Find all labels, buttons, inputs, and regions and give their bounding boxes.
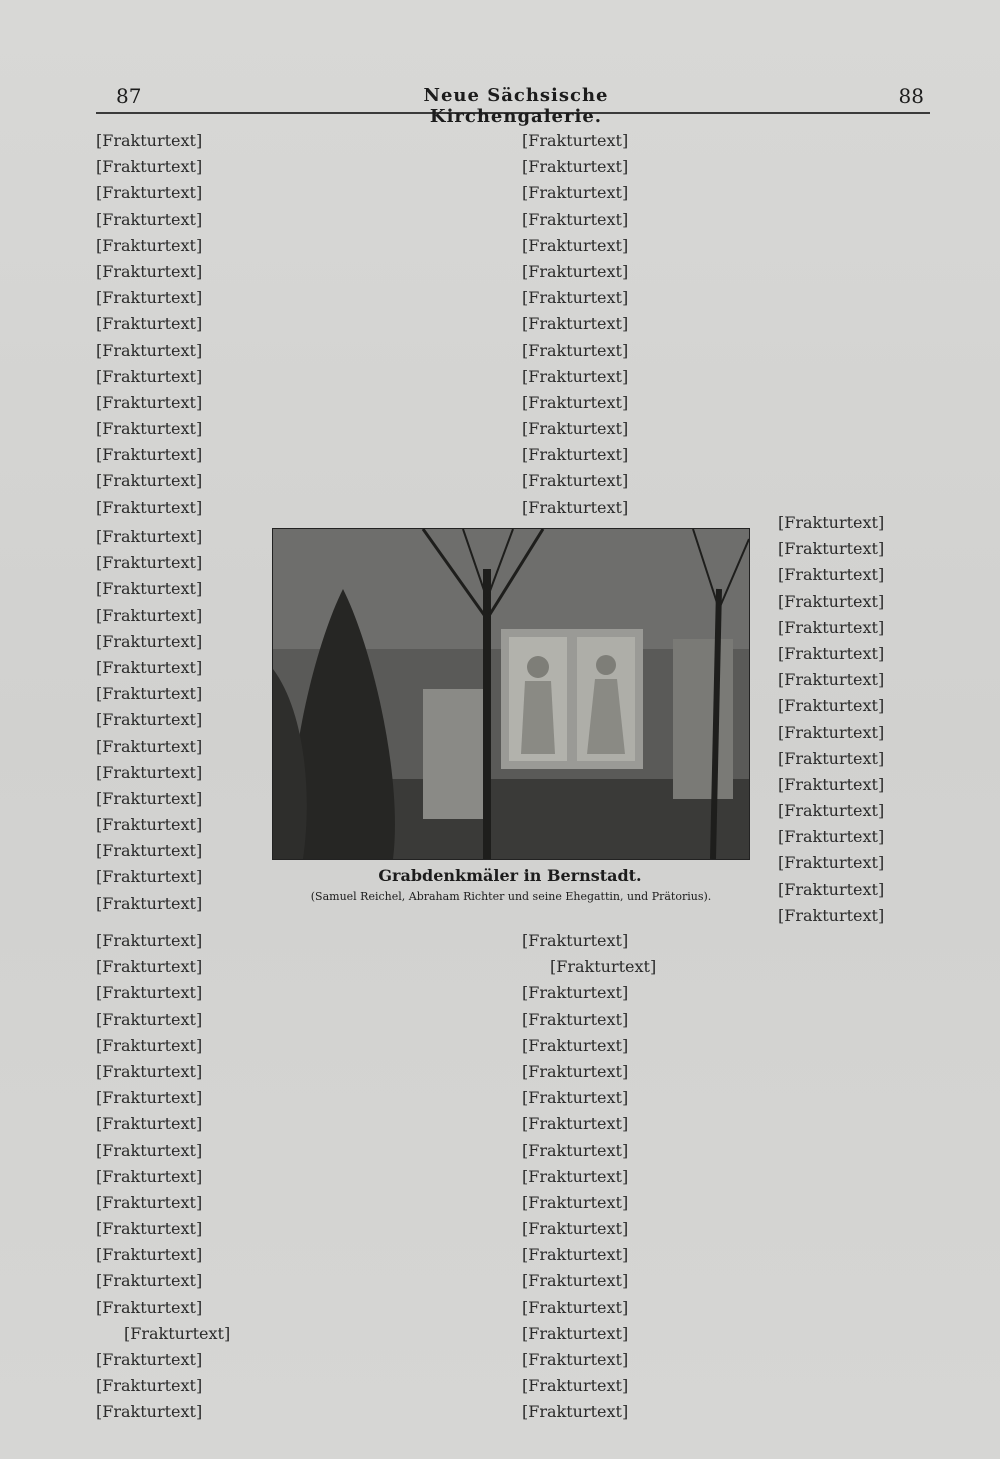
left-column-bottom <box>96 928 498 1426</box>
body-line: [Frakturtext] <box>96 1192 203 1212</box>
body-line: [Frakturtext] <box>522 1402 629 1422</box>
body-line: [Frakturtext] <box>96 419 203 439</box>
body-line: [Frakturtext] <box>522 1088 629 1108</box>
body-line: [Frakturtext] <box>522 1061 629 1081</box>
body-line: [Frakturtext] <box>96 957 203 977</box>
body-line: [Frakturtext] <box>522 983 629 1003</box>
body-line: [Frakturtext] <box>96 1245 203 1265</box>
body-line: [Frakturtext] <box>778 748 885 768</box>
body-line: [Frakturtext] <box>778 565 885 585</box>
body-line: [Frakturtext] <box>96 1009 203 1029</box>
body-line: [Frakturtext] <box>96 657 203 677</box>
body-line: [Frakturtext] <box>778 879 885 899</box>
body-line: [Frakturtext] <box>522 1166 629 1186</box>
body-line: [Frakturtext] <box>96 235 203 255</box>
body-line: [Frakturtext] <box>522 209 629 229</box>
body-line: [Frakturtext] <box>96 471 203 491</box>
body-line: [Frakturtext] <box>522 1035 629 1055</box>
body-line: [Frakturtext] <box>96 527 203 546</box>
body-line: [Frakturtext] <box>778 774 885 794</box>
body-line: [Frakturtext] <box>96 1271 203 1291</box>
body-line: [Frakturtext] <box>778 539 885 559</box>
body-line: [Frakturtext] <box>778 643 885 663</box>
gravestone-photo <box>272 528 750 860</box>
body-line: [Frakturtext] <box>96 893 203 913</box>
body-line: [Frakturtext] <box>778 722 885 742</box>
body-line: [Frakturtext] <box>778 827 885 847</box>
body-line: [Frakturtext] <box>96 1166 203 1186</box>
body-line: [Frakturtext] <box>522 1009 629 1029</box>
body-line: [Frakturtext] <box>522 157 629 177</box>
body-line: [Frakturtext] <box>96 445 203 465</box>
body-line: [Frakturtext] <box>96 710 203 730</box>
body-line: [Frakturtext] <box>96 1114 203 1134</box>
body-line: [Frakturtext] <box>96 841 203 861</box>
body-line: [Frakturtext] <box>96 1350 203 1369</box>
body-line: [Frakturtext] <box>522 497 629 517</box>
body-line: [Frakturtext] <box>96 340 203 360</box>
body-line: [Frakturtext] <box>522 340 629 360</box>
body-line: [Frakturtext] <box>522 314 629 334</box>
body-line: [Frakturtext] <box>522 131 629 150</box>
body-line: [Frakturtext] <box>522 1271 629 1291</box>
body-line: [Frakturtext] <box>96 131 203 150</box>
body-line: [Frakturtext] <box>96 1297 203 1317</box>
left-column-narrow <box>96 524 242 917</box>
body-line: [Frakturtext] <box>522 235 629 255</box>
body-line: [Frakturtext] <box>522 288 629 308</box>
body-line: [Frakturtext] <box>778 801 885 821</box>
body-line: [Frakturtext] <box>522 1140 629 1160</box>
body-line: [Frakturtext] <box>522 183 629 203</box>
body-line: [Frakturtext] <box>96 815 203 835</box>
body-line: [Frakturtext] <box>778 853 885 873</box>
body-line: [Frakturtext] <box>550 957 657 977</box>
body-line: [Frakturtext] <box>778 591 885 611</box>
body-line: [Frakturtext] <box>96 605 203 625</box>
body-line: [Frakturtext] <box>778 670 885 690</box>
body-line: [Frakturtext] <box>96 736 203 756</box>
body-line: [Frakturtext] <box>522 1245 629 1265</box>
body-line: [Frakturtext] <box>96 392 203 412</box>
body-line: [Frakturtext] <box>778 617 885 637</box>
body-line: [Frakturtext] <box>96 1035 203 1055</box>
body-line: [Frakturtext] <box>522 1192 629 1212</box>
body-line: [Frakturtext] <box>96 931 203 950</box>
body-line: [Frakturtext] <box>96 684 203 704</box>
body-line: [Frakturtext] <box>96 579 203 599</box>
body-line: [Frakturtext] <box>96 553 203 573</box>
body-line: [Frakturtext] <box>778 905 885 925</box>
page-number-left: 87 <box>116 84 142 108</box>
body-line: [Frakturtext] <box>96 157 203 177</box>
body-line: [Frakturtext] <box>96 1088 203 1108</box>
body-line: [Frakturtext] <box>522 1350 629 1369</box>
body-line: [Frakturtext] <box>96 1402 203 1422</box>
body-line: [Frakturtext] <box>96 366 203 386</box>
page-header <box>96 84 930 127</box>
body-line: [Frakturtext] <box>96 209 203 229</box>
right-column-narrow <box>778 510 928 929</box>
body-line: [Frakturtext] <box>96 497 203 517</box>
figure-caption-title: Grabdenkmäler in Bernstadt. <box>378 866 642 885</box>
body-line: [Frakturtext] <box>522 366 629 386</box>
body-line: [Frakturtext] <box>96 867 203 887</box>
running-title: Neue Sächsische Kirchengalerie. <box>423 85 609 127</box>
body-line: [Frakturtext] <box>522 261 629 281</box>
body-line: [Frakturtext] <box>96 314 203 334</box>
page-number-right: 88 <box>898 84 924 108</box>
body-line: [Frakturtext] <box>96 1219 203 1239</box>
body-line: [Frakturtext] <box>96 261 203 281</box>
body-line: [Frakturtext] <box>778 696 885 716</box>
body-line: [Frakturtext] <box>96 183 203 203</box>
body-line: [Frakturtext] <box>522 419 629 439</box>
body-line: [Frakturtext] <box>96 1376 203 1396</box>
body-line: [Frakturtext] <box>96 1140 203 1160</box>
body-line: [Frakturtext] <box>96 288 203 308</box>
body-line: [Frakturtext] <box>522 392 629 412</box>
body-line: [Frakturtext] <box>522 471 629 491</box>
body-line: [Frakturtext] <box>522 931 629 950</box>
right-column-bottom <box>522 928 934 1426</box>
right-column-top <box>522 128 934 521</box>
body-line: [Frakturtext] <box>96 631 203 651</box>
body-line: [Frakturtext] <box>96 788 203 808</box>
body-line: [Frakturtext] <box>522 1297 629 1317</box>
body-line: [Frakturtext] <box>778 513 885 532</box>
body-line: [Frakturtext] <box>96 762 203 782</box>
body-line: [Frakturtext] <box>522 1114 629 1134</box>
figure-caption-credit: (Samuel Reichel, Abraham Richter und seine Ehegattin, und Prätorius). <box>310 890 712 903</box>
body-line: [Frakturtext] <box>522 445 629 465</box>
left-column-top <box>96 128 498 521</box>
body-line: [Frakturtext] <box>96 1061 203 1081</box>
body-line: [Frakturtext] <box>522 1323 629 1343</box>
body-line: [Frakturtext] <box>124 1323 231 1343</box>
body-line: [Frakturtext] <box>522 1376 629 1396</box>
body-line: [Frakturtext] <box>96 983 203 1003</box>
body-line: [Frakturtext] <box>522 1219 629 1239</box>
